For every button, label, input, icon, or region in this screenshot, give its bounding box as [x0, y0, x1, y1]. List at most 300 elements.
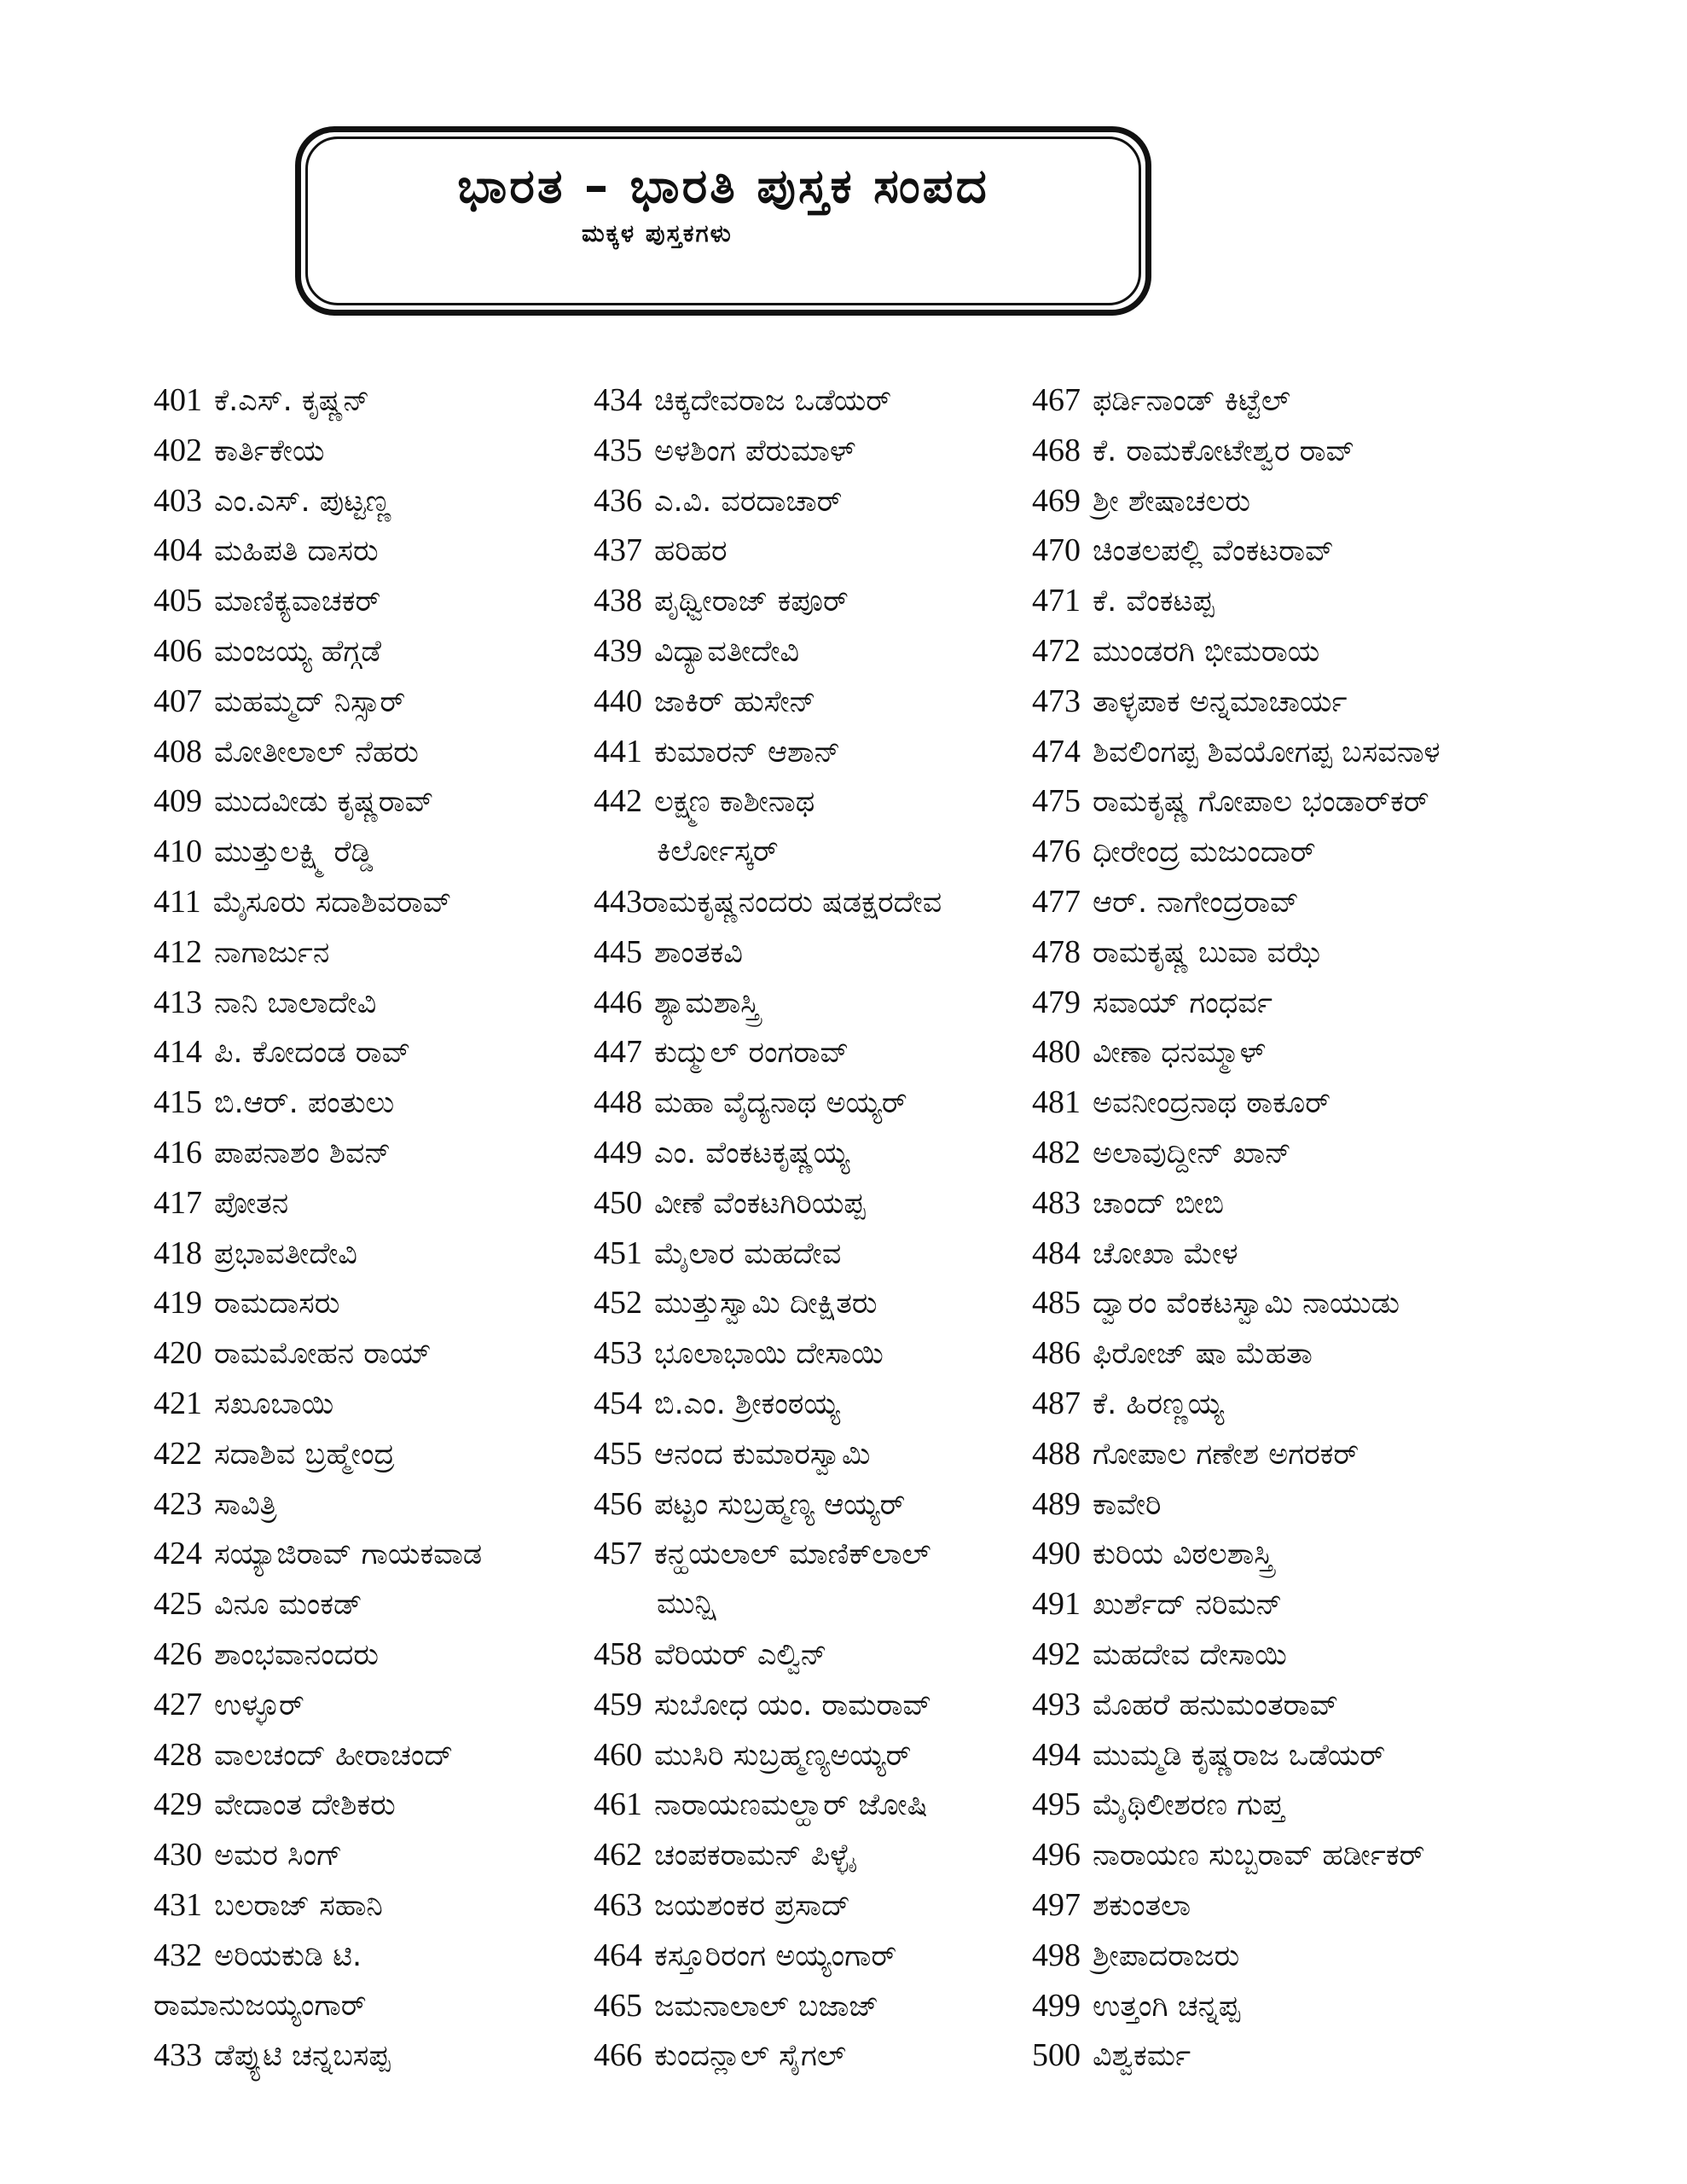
item-number: 458 — [594, 1635, 642, 1672]
item-title: ಮೋತೀಲಾಲ್ ನೆಹರು — [214, 735, 419, 770]
item-title: ಕುದ್ಮುಲ್ ರಂಗರಾವ್ — [654, 1036, 849, 1071]
item-number: 406 — [154, 632, 202, 669]
item-number: 412 — [154, 933, 202, 970]
item-title: ಶ್ರೀಪಾದರಾಜರು — [1093, 1938, 1240, 1973]
list-item — [1032, 1077, 1629, 1128]
list-item — [1032, 776, 1629, 827]
list-item — [154, 727, 580, 777]
list-item — [1032, 677, 1629, 727]
list-item — [1032, 1027, 1629, 1077]
list-item — [154, 1479, 580, 1530]
item-title: ಮಾಣಿಕ್ಯವಾಚಕರ್ — [214, 584, 381, 619]
item-title: ದ್ವಾರಂ ವೆಂಕಟಸ್ವಾಮಿ ನಾಯುಡು — [1093, 1287, 1400, 1321]
list-item — [1032, 1529, 1629, 1579]
item-number: 436 — [594, 482, 642, 519]
item-title: ಆನಂದ ಕುಮಾರಸ್ವಾಮಿ — [654, 1437, 871, 1472]
item-title: ನಾರಾಯಣಮಲ್ಹಾರ್ ಜೋಷಿ — [654, 1788, 928, 1823]
item-number: 405 — [154, 583, 202, 619]
item-number: 403 — [154, 482, 202, 519]
item-number: 456 — [594, 1485, 642, 1522]
list-item — [154, 1931, 580, 1981]
list-item — [594, 877, 1029, 927]
item-title: ರಾಮಕೃಷ್ಣನಂದರು ಷಡಕ್ಷರದೇವ — [642, 885, 942, 920]
item-number: 435 — [594, 432, 642, 468]
item-number: 427 — [154, 1686, 202, 1722]
item-title: ಸುಬೋಧ ಯಂ. ರಾಮರಾವ್ — [654, 1687, 932, 1722]
list-item — [1032, 1981, 1629, 2031]
item-title: ರಾಮದಾಸರು — [214, 1287, 340, 1321]
list-item — [1032, 727, 1629, 777]
item-title: ಮಹಿಪತಿ ದಾಸರು — [214, 534, 379, 569]
list-item — [1032, 978, 1629, 1028]
item-title: ಮಹದೇವ ದೇಸಾಯಿ — [1093, 1637, 1287, 1672]
item-number: 424 — [154, 1536, 202, 1572]
item-number: 430 — [154, 1837, 202, 1873]
item-title: ಜಮನಾಲಾಲ್ ಬಜಾಜ್ — [654, 1989, 879, 2024]
item-title: ಸಖೂಬಾಯಿ — [214, 1386, 334, 1421]
item-title: ಎಂ.ಎಸ್. ಪುಟ್ಟಣ್ಣ — [214, 484, 391, 519]
item-number: 498 — [1032, 1937, 1081, 1973]
item-title: ಭೂಲಾಭಾಯಿ ದೇಸಾಯಿ — [654, 1337, 884, 1372]
page-title: ಭಾರತ – ಭಾರತಿ ಪುಸ್ತಕ ಸಂಪದ — [457, 159, 989, 214]
list-item — [154, 1429, 580, 1479]
list-item — [594, 827, 1029, 877]
item-title: ಕಿರ್ಲೋಸ್ಕರ್ — [657, 834, 779, 869]
list-item — [154, 1328, 580, 1379]
item-number: 484 — [1032, 1234, 1081, 1271]
item-title: ಕುರಿಯ ವಿಠಲಶಾಸ್ತ್ರಿ — [1093, 1537, 1273, 1572]
item-number: 415 — [154, 1084, 202, 1121]
item-number: 483 — [1032, 1184, 1081, 1221]
item-title: ರಾಮಕೃಷ್ಣ ಬುವಾ ವಝೆ — [1093, 935, 1322, 970]
list-item — [594, 1328, 1029, 1379]
list-item — [1032, 1579, 1629, 1629]
item-title: ಮೈಥಿಲೀಶರಣ ಗುಪ್ತ — [1093, 1788, 1284, 1823]
list-item — [154, 2030, 580, 2081]
list-item — [594, 576, 1029, 626]
list-item — [594, 526, 1029, 576]
item-title: ಶಿವಲಿಂಗಪ್ಪ ಶಿವಯೋಗಪ್ಪ ಬಸವನಾಳ — [1093, 735, 1441, 770]
list-item — [1032, 1629, 1629, 1680]
list-item — [594, 1629, 1029, 1680]
item-title: ವೀಣಾ ಧನಮ್ಮಾಳ್ — [1093, 1036, 1267, 1071]
item-title: ಧೀರೇಂದ್ರ ಮಜುಂದಾರ್ — [1093, 835, 1316, 870]
item-title: ಆರ್. ನಾಗೇಂದ್ರರಾವ್ — [1093, 885, 1299, 920]
item-number: 409 — [154, 783, 202, 820]
item-title: ನಾರಾಯಣ ಸುಬ್ಬರಾವ್ ಹರ್ಡೀಕರ್ — [1093, 1838, 1425, 1873]
list-item — [594, 1931, 1029, 1981]
item-title: ರಾಮಮೋಹನ ರಾಯ್ — [214, 1337, 432, 1372]
item-title: ಶ್ರೀ ಶೇಷಾಚಲರು — [1093, 484, 1250, 519]
item-title: ಪಿ. ಕೋದಂಡ ರಾವ್ — [214, 1036, 411, 1071]
item-title: ಫಿರೋಜ್ ಷಾ ಮೆಹತಾ — [1093, 1337, 1313, 1372]
list-item — [154, 1278, 580, 1328]
item-number: 462 — [594, 1837, 642, 1873]
list-item — [594, 978, 1029, 1028]
item-title: ರಾಮಕೃಷ್ಣ ಗೋಪಾಲ ಭಂಡಾರ್‌ಕರ್ — [1093, 785, 1429, 820]
item-title: ಅಲಾವುದ್ದೀನ್ ಖಾನ್ — [1093, 1136, 1292, 1170]
item-number: 473 — [1032, 682, 1081, 719]
list-item — [1032, 877, 1629, 927]
item-title: ಪೃಥ್ವೀರಾಜ್ ಕಪೂರ್ — [654, 584, 849, 619]
item-number: 414 — [154, 1034, 202, 1071]
item-title: ನಾಗಾರ್ಜುನ — [214, 935, 330, 970]
item-title: ಶಕುಂತಲಾ — [1093, 1888, 1191, 1923]
list-item — [1032, 827, 1629, 877]
list-item — [1032, 1178, 1629, 1228]
item-number: 455 — [594, 1435, 642, 1472]
item-number: 410 — [154, 834, 202, 870]
item-number: 447 — [594, 1034, 642, 1071]
item-title: ವೆರಿಯರ್ ಎಲ್ವಿನ್ — [654, 1637, 827, 1672]
item-title: ಪಟ್ಟಂ ಸುಬ್ರಹ್ಮಣ್ಯ ಆಯ್ಯರ್ — [654, 1487, 906, 1522]
item-title: ಉತ್ತಂಗಿ ಚನ್ನಪ್ಪ — [1093, 1989, 1240, 2024]
item-title: ಮುನ್ಷಿ — [657, 1587, 716, 1622]
item-number: 437 — [594, 532, 642, 569]
item-number: 417 — [154, 1184, 202, 1221]
item-number: 480 — [1032, 1034, 1081, 1071]
list-item — [1032, 1379, 1629, 1429]
item-title: ಶ್ಯಾಮಶಾಸ್ತ್ರಿ — [654, 985, 760, 1020]
item-title: ಅಳಶಿಂಗ ಪೆರುಮಾಳ್ — [654, 433, 856, 468]
list-item — [154, 1981, 580, 2031]
item-number: 438 — [594, 583, 642, 619]
item-title: ಮೊಹರೆ ಹನುಮಂತರಾವ್ — [1093, 1687, 1339, 1722]
item-number: 469 — [1032, 482, 1081, 519]
item-title: ವಿಶ್ವಕರ್ಮ — [1093, 2039, 1191, 2074]
item-number: 478 — [1032, 933, 1081, 970]
item-number: 490 — [1032, 1536, 1081, 1572]
list-item — [154, 1680, 580, 1730]
list-item — [594, 426, 1029, 476]
item-title: ಪ್ರಭಾವತೀದೇವಿ — [214, 1236, 358, 1271]
item-number: 411 — [154, 883, 201, 920]
list-item — [594, 2030, 1029, 2081]
item-title: ಸಾವಿತ್ರಿ — [214, 1487, 277, 1522]
list-item — [594, 1379, 1029, 1429]
item-number: 404 — [154, 532, 202, 569]
list-item — [154, 1529, 580, 1579]
item-number: 457 — [594, 1536, 642, 1572]
list-item — [154, 1730, 580, 1780]
list-item — [154, 877, 580, 927]
list-item — [594, 1429, 1029, 1479]
list-item — [154, 1379, 580, 1429]
item-title: ಕೆ. ಹಿರಣ್ಣಯ್ಯ — [1093, 1386, 1225, 1421]
item-title: ಮೈಲಾರ ಮಹದೇವ — [654, 1236, 842, 1271]
item-number: 496 — [1032, 1837, 1081, 1873]
item-title: ಕೆ. ವೆಂಕಟಪ್ಪ — [1093, 584, 1215, 619]
item-number: 443 — [594, 883, 642, 920]
item-title: ಎಂ. ವೆಂಕಟಕೃಷ್ಣಯ್ಯ — [654, 1136, 850, 1170]
list-item — [154, 1830, 580, 1880]
item-title: ಮುಸಿರಿ ಸುಬ್ರಹ್ಮಣ್ಯಅಯ್ಯರ್ — [654, 1738, 912, 1773]
item-title: ಶಾಂತಕವಿ — [654, 935, 743, 970]
list-item — [594, 1780, 1029, 1830]
item-number: 416 — [154, 1134, 202, 1170]
item-number: 428 — [154, 1736, 202, 1773]
item-title: ವಾಲಚಂದ್ ಹೀರಾಚಂದ್ — [214, 1738, 454, 1773]
list-item — [1032, 1429, 1629, 1479]
list-item — [594, 677, 1029, 727]
item-title: ವಿದ್ಯಾವತೀದೇವಿ — [654, 634, 800, 669]
list-item — [594, 1077, 1029, 1128]
list-item — [154, 1228, 580, 1279]
item-title: ವೀಣೆ ವೆಂಕಟಗಿರಿಯಪ್ಪ — [654, 1186, 866, 1221]
item-number: 475 — [1032, 783, 1081, 820]
list-item — [154, 927, 580, 978]
list-item — [1032, 927, 1629, 978]
item-title: ಮಹಾ ವೈದ್ಯನಾಥ ಅಯ್ಯರ್ — [654, 1086, 907, 1121]
item-number: 488 — [1032, 1435, 1081, 1472]
item-number: 422 — [154, 1435, 202, 1472]
item-title: ಅವನೀಂದ್ರನಾಥ ಠಾಕೂರ್ — [1093, 1086, 1331, 1121]
item-number: 494 — [1032, 1736, 1081, 1773]
list-item — [594, 927, 1029, 978]
item-number: 431 — [154, 1886, 202, 1923]
item-number: 489 — [1032, 1485, 1081, 1522]
item-title: ಕನ್ಹಯಲಾಲ್ ಮಾಣಿಕ್‌ಲಾಲ್ — [654, 1537, 931, 1572]
list-item — [594, 1981, 1029, 2031]
list-item — [1032, 1328, 1629, 1379]
list-item — [1032, 1880, 1629, 1931]
list-item — [1032, 1730, 1629, 1780]
list-item — [594, 626, 1029, 677]
item-number: 449 — [594, 1134, 642, 1170]
item-title: ವೇದಾಂತ ದೇಶಿಕರು — [214, 1788, 396, 1823]
item-number: 481 — [1032, 1084, 1081, 1121]
item-title: ಕಾರ್ತಿಕೇಯ — [214, 433, 325, 468]
item-number: 439 — [594, 632, 642, 669]
item-number: 497 — [1032, 1886, 1081, 1923]
item-title: ರಾಮಾನುಜಯ್ಯಂಗಾರ್ — [154, 1988, 367, 2023]
item-number: 454 — [594, 1385, 642, 1421]
list-item — [1032, 1278, 1629, 1328]
item-number: 429 — [154, 1786, 202, 1823]
list-item — [154, 1027, 580, 1077]
item-title: ಶಾಂಭವಾನಂದರು — [214, 1637, 379, 1672]
item-title: ಚಾಂದ್ ಬೀಬಿ — [1093, 1186, 1224, 1221]
list-item — [594, 1880, 1029, 1931]
item-title: ಮಂಜಯ್ಯ ಹೆಗ್ಗಡೆ — [214, 634, 382, 669]
item-title: ಮಹಮ್ಮದ್ ನಿಸ್ಸಾರ್ — [214, 684, 406, 719]
item-title: ಕೆ. ರಾಮಕೋಟೇಶ್ವರ ರಾವ್ — [1093, 433, 1355, 468]
list-item — [594, 1128, 1029, 1178]
item-title: ಮುಮ್ಮಡಿ ಕೃಷ್ಣರಾಜ ಒಡೆಯರ್ — [1093, 1738, 1386, 1773]
item-title: ಚಿಂತಲಪಲ್ಲಿ ವೆಂಕಟರಾವ್ — [1093, 534, 1334, 569]
list-item — [594, 776, 1029, 827]
item-title: ಅರಿಯಕುಡಿ ಟಿ. — [214, 1938, 362, 1973]
item-number: 487 — [1032, 1385, 1081, 1421]
item-title: ಕಾವೇರಿ — [1093, 1487, 1162, 1522]
list-column-2 — [594, 375, 1029, 2081]
item-title: ಮುದವೀಡು ಕೃಷ್ಣರಾವ್ — [214, 785, 434, 820]
item-title: ನಾನಿ ಬಾಲಾದೇವಿ — [214, 985, 377, 1020]
page-subtitle: ಮಕ್ಕಳ ಪುಸ್ತಕಗಳು — [582, 219, 733, 247]
list-column-1 — [154, 375, 580, 2081]
item-title: ಚಂಪಕರಾಮನ್ ಪಿಳ್ಳೈ — [654, 1838, 855, 1873]
list-item — [1032, 1128, 1629, 1178]
item-number: 441 — [594, 733, 642, 770]
item-number: 432 — [154, 1937, 202, 1973]
item-number: 486 — [1032, 1335, 1081, 1372]
item-number: 420 — [154, 1335, 202, 1372]
item-number: 407 — [154, 682, 202, 719]
list-item — [594, 375, 1029, 426]
item-title: ಲಕ್ಷ್ಮಣ ಕಾಶೀನಾಥ — [654, 785, 815, 820]
item-title: ಮುತ್ತುಲಕ್ಷ್ಮಿ ರೆಡ್ಡಿ — [214, 835, 374, 870]
item-number: 460 — [594, 1736, 642, 1773]
item-title: ಅಮರ ಸಿಂಗ್ — [214, 1838, 343, 1873]
item-title: ಎ.ವಿ. ವರದಾಚಾರ್ — [654, 484, 843, 519]
list-item — [154, 1579, 580, 1629]
item-number: 421 — [154, 1385, 202, 1421]
list-item — [594, 1027, 1029, 1077]
item-title: ಚಿಕ್ಕದೇವರಾಜ ಒಡೆಯರ್ — [654, 384, 892, 418]
item-number: 468 — [1032, 432, 1081, 468]
list-item — [594, 1278, 1029, 1328]
item-title: ಸವಾಯ್ ಗಂಧರ್ವ — [1093, 985, 1273, 1020]
item-title: ಮೈಸೂರು ಸದಾಶಿವರಾವ್ — [212, 885, 452, 920]
list-item — [594, 476, 1029, 526]
item-title: ಸಯ್ಯಾಜಿರಾವ್ ಗಾಯಕವಾಡ — [214, 1537, 483, 1572]
item-title: ಮುತ್ತುಸ್ವಾಮಿ ದೀಕ್ಷಿತರು — [654, 1287, 878, 1321]
list-item — [154, 426, 580, 476]
item-number: 450 — [594, 1184, 642, 1221]
item-title: ಚೋಖಾ ಮೇಳ — [1093, 1236, 1238, 1271]
list-item — [1032, 1228, 1629, 1279]
item-title: ಡೆಪ್ಯುಟಿ ಚನ್ನಬಸಪ್ಪ — [214, 2039, 391, 2074]
item-number: 482 — [1032, 1134, 1081, 1170]
item-title: ಜಾಕಿರ್ ಹುಸೇನ್ — [654, 684, 816, 719]
list-item — [154, 576, 580, 626]
item-title: ಗೋಪಾಲ ಗಣೇಶ ಅಗರಕರ್ — [1093, 1437, 1359, 1472]
item-title: ಫರ್ಡಿನಾಂಡ್ ಕಿಟ್ಟೆಲ್ — [1093, 384, 1290, 418]
item-title: ಬಿ.ಆರ್. ಪಂತುಲು — [214, 1086, 395, 1121]
list-item — [154, 1629, 580, 1680]
list-item — [154, 827, 580, 877]
item-title: ಕಸ್ತೂರಿರಂಗ ಅಯ್ಯಂಗಾರ್ — [654, 1938, 897, 1973]
list-item — [1032, 426, 1629, 476]
item-number: 461 — [594, 1786, 642, 1823]
item-title: ಕುಮಾರನ್ ಆಶಾನ್ — [654, 735, 841, 770]
item-number: 492 — [1032, 1635, 1081, 1672]
item-number: 408 — [154, 733, 202, 770]
list-item — [154, 1077, 580, 1128]
list-item — [1032, 476, 1629, 526]
item-title: ಸದಾಶಿವ ಬ್ರಹ್ಮೇಂದ್ರ — [214, 1437, 395, 1472]
item-number: 495 — [1032, 1786, 1081, 1823]
item-number: 413 — [154, 984, 202, 1020]
item-number: 476 — [1032, 834, 1081, 870]
list-item — [154, 526, 580, 576]
item-number: 493 — [1032, 1686, 1081, 1722]
item-title: ಉಳ್ಳೂರ್ — [214, 1687, 304, 1722]
list-item — [154, 626, 580, 677]
list-item — [1032, 626, 1629, 677]
item-number: 402 — [154, 432, 202, 468]
item-number: 425 — [154, 1586, 202, 1623]
item-number: 466 — [594, 2037, 642, 2074]
list-item — [1032, 576, 1629, 626]
list-item — [1032, 1479, 1629, 1530]
item-number: 452 — [594, 1285, 642, 1321]
list-item — [1032, 1830, 1629, 1880]
list-item — [154, 375, 580, 426]
item-title: ಬಿ.ಎಂ. ಶ್ರೀಕಂಠಯ್ಯ — [654, 1386, 840, 1421]
item-number: 474 — [1032, 733, 1081, 770]
item-number: 442 — [594, 783, 642, 820]
item-number: 459 — [594, 1686, 642, 1722]
list-item — [594, 1529, 1029, 1579]
list-item — [154, 1880, 580, 1931]
item-title: ಕುಂದನ್ಲಾಲ್ ಸೈಗಲ್ — [654, 2039, 846, 2074]
item-number: 418 — [154, 1234, 202, 1271]
item-number: 470 — [1032, 532, 1081, 569]
item-number: 440 — [594, 682, 642, 719]
item-number: 451 — [594, 1234, 642, 1271]
item-title: ಖುರ್ಶೆದ್ ನರಿಮನ್ — [1093, 1588, 1283, 1623]
item-number: 499 — [1032, 1987, 1081, 2024]
list-item — [594, 1830, 1029, 1880]
list-item — [1032, 1780, 1629, 1830]
item-number: 467 — [1032, 382, 1081, 418]
item-number: 500 — [1032, 2037, 1081, 2074]
list-item — [154, 476, 580, 526]
item-number: 477 — [1032, 883, 1081, 920]
item-number: 448 — [594, 1084, 642, 1121]
item-title: ಜಯಶಂಕರ ಪ್ರಸಾದ್ — [654, 1888, 850, 1923]
item-number: 485 — [1032, 1285, 1081, 1321]
item-title: ಬಲರಾಜ್ ಸಹಾನಿ — [214, 1888, 383, 1923]
list-item — [1032, 375, 1629, 426]
list-item — [594, 1178, 1029, 1228]
item-number: 445 — [594, 933, 642, 970]
item-number: 426 — [154, 1635, 202, 1672]
item-title: ಹರಿಹರ — [654, 534, 728, 569]
list-item — [154, 677, 580, 727]
item-number: 446 — [594, 984, 642, 1020]
list-item — [594, 1730, 1029, 1780]
item-title: ಪೋತನ — [214, 1186, 289, 1221]
list-item — [594, 1479, 1029, 1530]
item-number: 479 — [1032, 984, 1081, 1020]
list-item — [154, 978, 580, 1028]
list-item — [154, 1780, 580, 1830]
list-item — [154, 1128, 580, 1178]
item-number: 491 — [1032, 1586, 1081, 1623]
item-title: ಮುಂಡರಗಿ ಭೀಮರಾಯ — [1093, 634, 1320, 669]
list-item — [154, 1178, 580, 1228]
list-item — [594, 1228, 1029, 1279]
list-item — [1032, 2030, 1629, 2081]
list-item — [154, 776, 580, 827]
item-number: 453 — [594, 1335, 642, 1372]
list-column-3 — [1032, 375, 1629, 2081]
item-title: ಕೆ.ಎಸ್. ಕೃಷ್ಣನ್ — [214, 384, 370, 418]
list-item — [594, 1579, 1029, 1629]
item-title: ವಿನೂ ಮಂಕಡ್ — [214, 1588, 362, 1623]
list-item — [594, 727, 1029, 777]
list-item — [594, 1680, 1029, 1730]
item-number: 472 — [1032, 632, 1081, 669]
item-number: 423 — [154, 1485, 202, 1522]
item-number: 401 — [154, 382, 202, 418]
item-title: ತಾಳ್ಳಪಾಕ ಅನ್ನಮಾಚಾರ್ಯ — [1093, 684, 1348, 719]
item-number: 471 — [1032, 583, 1081, 619]
item-title: ಪಾಪನಾಶಂ ಶಿವನ್ — [214, 1136, 391, 1170]
item-number: 463 — [594, 1886, 642, 1923]
